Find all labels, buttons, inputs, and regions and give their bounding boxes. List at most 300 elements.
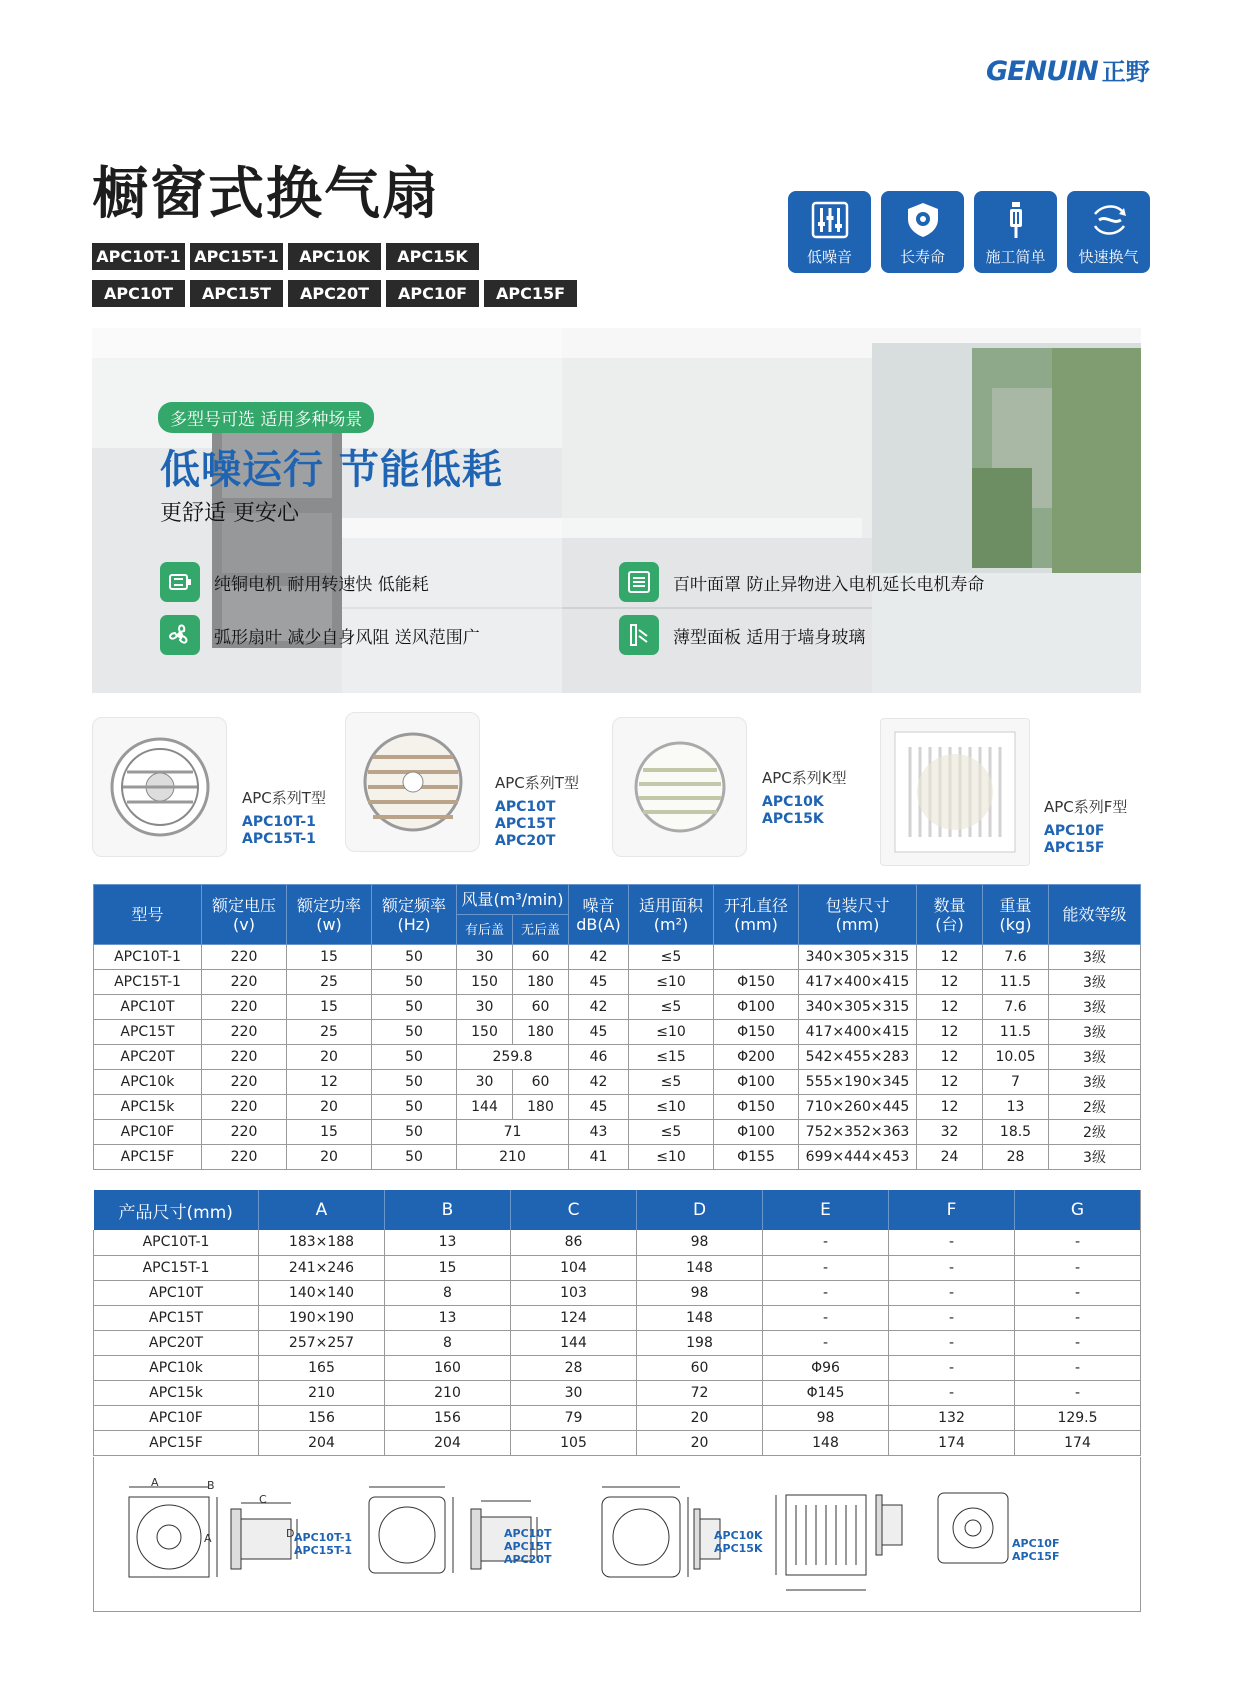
drawing-model: APC15K xyxy=(714,1542,763,1555)
spec-table xyxy=(93,884,1141,1170)
dims-cell: APC15F xyxy=(94,1430,259,1455)
col-voltage xyxy=(202,885,287,945)
spec-row xyxy=(94,970,1141,995)
dims-cell: 20 xyxy=(637,1405,763,1430)
spec-row xyxy=(94,1145,1141,1170)
cell-package: 710×260×445 xyxy=(799,1095,917,1120)
cell-area: ≤10 xyxy=(629,1020,714,1045)
cell-area: ≤5 xyxy=(629,1070,714,1095)
dim-letter: C xyxy=(259,1493,267,1506)
shield-icon xyxy=(903,200,943,240)
cell-energy: 2级 xyxy=(1049,1120,1141,1145)
dims-cell: 144 xyxy=(511,1330,637,1355)
cell-qty: 12 xyxy=(917,970,983,995)
cell-power: 25 xyxy=(287,970,372,995)
dims-row xyxy=(94,1255,1141,1280)
product-card xyxy=(880,718,1128,866)
col-energy: 能效等级 xyxy=(1049,885,1141,945)
cell-qty: 12 xyxy=(917,1070,983,1095)
freq-label: 额定频率 xyxy=(381,895,446,915)
cell-noise: 42 xyxy=(569,1070,629,1095)
area-unit: (m²) xyxy=(653,914,689,934)
feature-label: 长寿命 xyxy=(899,248,945,266)
cell-freq: 50 xyxy=(372,1145,457,1170)
dims-cell: 148 xyxy=(637,1255,763,1280)
dims-col: E xyxy=(763,1190,889,1230)
col-qty xyxy=(917,885,983,945)
dims-row xyxy=(94,1430,1141,1455)
dims-cell: 174 xyxy=(1015,1430,1141,1455)
hero-point-text: 纯铜电机 耐用转速快 低能耗 xyxy=(214,574,429,595)
logo-en: GENUIN xyxy=(986,56,1098,87)
dims-cell: 210 xyxy=(259,1380,385,1405)
cell-weight: 7.6 xyxy=(983,995,1049,1020)
dims-cell: APC15k xyxy=(94,1380,259,1405)
cell-model: APC20T xyxy=(94,1045,202,1070)
cell-noise: 45 xyxy=(569,1095,629,1120)
screwdriver-icon xyxy=(996,200,1036,240)
hero-subheadline: 更舒适 更安心 xyxy=(160,501,299,526)
dims-cell: 104 xyxy=(511,1255,637,1280)
cell-energy: 3级 xyxy=(1049,1020,1141,1045)
cell-hole: Φ100 xyxy=(714,995,799,1020)
product-model: APC15K xyxy=(762,811,824,827)
product-model: APC20T xyxy=(495,833,556,849)
dims-cell: - xyxy=(1015,1230,1141,1255)
cell-voltage: 220 xyxy=(202,1120,287,1145)
cell-power: 20 xyxy=(287,1045,372,1070)
dims-cell: 148 xyxy=(763,1430,889,1455)
hole-unit: (mm) xyxy=(734,914,778,934)
drawing-models xyxy=(1012,1537,1059,1563)
dims-col: C xyxy=(511,1190,637,1230)
product-series: APC系列T型 xyxy=(495,774,579,792)
spec-row xyxy=(94,1045,1141,1070)
dims-cell: - xyxy=(889,1280,1015,1305)
dims-cell: 160 xyxy=(385,1355,511,1380)
qty-label: 数量 xyxy=(933,895,966,915)
weight-label: 重量 xyxy=(999,895,1032,915)
col-hole xyxy=(714,885,799,945)
dims-cell: Φ96 xyxy=(763,1355,889,1380)
cell-freq: 50 xyxy=(372,1045,457,1070)
dims-cell: APC10T-1 xyxy=(94,1230,259,1255)
dims-cell: 165 xyxy=(259,1355,385,1380)
cell-noise: 45 xyxy=(569,970,629,995)
hero-point xyxy=(160,562,429,602)
cell-area: ≤5 xyxy=(629,995,714,1020)
cell-package: 752×352×363 xyxy=(799,1120,917,1145)
product-model: APC15F xyxy=(1044,840,1105,856)
cell-power: 15 xyxy=(287,995,372,1020)
dims-cell: 20 xyxy=(637,1430,763,1455)
dims-cell: 210 xyxy=(385,1380,511,1405)
cell-noise: 41 xyxy=(569,1145,629,1170)
cell-package: 340×305×315 xyxy=(799,945,917,970)
model-tags xyxy=(92,243,592,307)
cell-weight: 7.6 xyxy=(983,945,1049,970)
dims-cell: 241×246 xyxy=(259,1255,385,1280)
drawing-model: APC10T xyxy=(504,1527,552,1540)
cell-weight: 7 xyxy=(983,1070,1049,1095)
dims-cell: APC20T xyxy=(94,1330,259,1355)
dims-cell: - xyxy=(889,1305,1015,1330)
drawing-f-front xyxy=(766,1465,1036,1605)
cell-area: ≤10 xyxy=(629,1095,714,1120)
hero-banner xyxy=(92,328,1141,693)
cell-energy: 3级 xyxy=(1049,945,1141,970)
cell-power: 15 xyxy=(287,1120,372,1145)
cell-package: 417×400×415 xyxy=(799,1020,917,1045)
cell-package: 699×444×453 xyxy=(799,1145,917,1170)
dims-cell: APC15T-1 xyxy=(94,1255,259,1280)
cell-qty: 12 xyxy=(917,1045,983,1070)
hero-point-text: 弧形扇叶 减少自身风阻 送风范围广 xyxy=(214,627,480,648)
cell-airflow: 30 xyxy=(457,1070,513,1095)
hero-point-text: 薄型面板 适用于墙身玻璃 xyxy=(673,627,866,648)
feature-label: 低噪音 xyxy=(806,248,852,266)
cell-airflow: 150 xyxy=(457,1020,513,1045)
dim-letter: A xyxy=(204,1532,212,1545)
cell-qty: 32 xyxy=(917,1120,983,1145)
cell-voltage: 220 xyxy=(202,970,287,995)
col-freq xyxy=(372,885,457,945)
product-lineup xyxy=(92,712,1141,872)
dims-cell: 98 xyxy=(763,1405,889,1430)
cell-package: 555×190×345 xyxy=(799,1070,917,1095)
cell-voltage: 220 xyxy=(202,1070,287,1095)
cell-noise: 42 xyxy=(569,945,629,970)
model-tag: APC15T-1 xyxy=(190,243,283,270)
slim-panel-icon xyxy=(619,615,659,655)
dim-letter: A xyxy=(151,1476,159,1489)
dims-cell: 198 xyxy=(637,1330,763,1355)
spec-row xyxy=(94,1070,1141,1095)
cell-area: ≤10 xyxy=(629,1145,714,1170)
dims-cell: 156 xyxy=(259,1405,385,1430)
spec-row xyxy=(94,1020,1141,1045)
cell-airflow: 30 xyxy=(457,945,513,970)
dims-cell: Φ145 xyxy=(763,1380,889,1405)
cell-airflow: 180 xyxy=(513,1020,569,1045)
dims-cell: 60 xyxy=(637,1355,763,1380)
drawing-models xyxy=(714,1529,762,1555)
model-tag: APC10F xyxy=(386,280,479,307)
product-series: APC系列K型 xyxy=(762,769,847,787)
dims-col: G xyxy=(1015,1190,1141,1230)
cell-power: 25 xyxy=(287,1020,372,1045)
cell-energy: 2级 xyxy=(1049,1095,1141,1120)
dimension-table xyxy=(93,1190,1141,1456)
cell-power: 15 xyxy=(287,945,372,970)
hero-headline: 低噪运行 节能低耗 xyxy=(160,447,503,493)
cell-airflow: 60 xyxy=(513,995,569,1020)
cell-voltage: 220 xyxy=(202,995,287,1020)
technical-drawings xyxy=(93,1457,1141,1612)
spec-row xyxy=(94,1120,1141,1145)
dims-row xyxy=(94,1305,1141,1330)
dims-cell: 8 xyxy=(385,1280,511,1305)
dims-cell: APC10F xyxy=(94,1405,259,1430)
dims-cell: APC10T xyxy=(94,1280,259,1305)
cell-hole: Φ155 xyxy=(714,1145,799,1170)
feature-fast-airflow xyxy=(1067,191,1150,273)
dims-cell: 190×190 xyxy=(259,1305,385,1330)
cell-weight: 11.5 xyxy=(983,970,1049,995)
qty-unit: (台) xyxy=(935,914,964,934)
noise-unit: dB(A) xyxy=(576,914,621,934)
hero-point xyxy=(160,615,480,655)
dims-cell: - xyxy=(889,1230,1015,1255)
cell-voltage: 220 xyxy=(202,1020,287,1045)
col-airflow: 风量(m³/min) xyxy=(457,885,569,915)
col-airflow-with xyxy=(457,915,513,945)
product-card xyxy=(612,717,847,857)
product-model: APC15T xyxy=(495,816,556,832)
cell-airflow: 180 xyxy=(513,970,569,995)
cell-energy: 3级 xyxy=(1049,1045,1141,1070)
dims-cell: 140×140 xyxy=(259,1280,385,1305)
cell-power: 20 xyxy=(287,1095,372,1120)
dims-col: A xyxy=(259,1190,385,1230)
spec-row xyxy=(94,1095,1141,1120)
cell-hole: Φ150 xyxy=(714,970,799,995)
drawing-models xyxy=(294,1531,352,1557)
dims-row xyxy=(94,1230,1141,1255)
col-package xyxy=(799,885,917,945)
dims-cell: 86 xyxy=(511,1230,637,1255)
cell-airflow: 144 xyxy=(457,1095,513,1120)
feature-label: 施工简单 xyxy=(985,248,1046,266)
dims-cell: - xyxy=(763,1230,889,1255)
voltage-label: 额定电压 xyxy=(211,895,276,915)
cell-airflow: 60 xyxy=(513,1070,569,1095)
cell-noise: 42 xyxy=(569,995,629,1020)
package-label: 包装尺寸 xyxy=(825,895,890,915)
dims-cell: APC15T xyxy=(94,1305,259,1330)
voltage-unit: (v) xyxy=(233,914,255,934)
dims-col: D xyxy=(637,1190,763,1230)
dims-cell: 103 xyxy=(511,1280,637,1305)
cell-freq: 50 xyxy=(372,945,457,970)
package-unit: (mm) xyxy=(835,914,880,934)
dims-cell: - xyxy=(889,1330,1015,1355)
product-caption xyxy=(495,772,615,850)
cell-hole: Φ100 xyxy=(714,1070,799,1095)
hole-label: 开孔直径 xyxy=(723,895,788,915)
drawing-model: APC10K xyxy=(714,1529,763,1542)
cell-model: APC15F xyxy=(94,1145,202,1170)
dims-cell: 30 xyxy=(511,1380,637,1405)
feature-low-noise xyxy=(788,191,871,273)
col-power xyxy=(287,885,372,945)
col-model: 型号 xyxy=(94,885,202,945)
drawing-model: APC10F xyxy=(1012,1537,1060,1550)
noise-label: 噪音 xyxy=(582,895,615,915)
cell-freq: 50 xyxy=(372,970,457,995)
cell-voltage: 220 xyxy=(202,1045,287,1070)
dims-cell: APC10k xyxy=(94,1355,259,1380)
dims-row xyxy=(94,1380,1141,1405)
hero-point-text: 百叶面罩 防止异物进入电机延长电机寿命 xyxy=(673,574,985,595)
product-series: APC系列F型 xyxy=(1044,798,1128,816)
product-model: APC10T-1 xyxy=(242,814,316,830)
feature-label: 快速换气 xyxy=(1078,248,1139,266)
model-tag: APC10T xyxy=(92,280,185,307)
cell-freq: 50 xyxy=(372,1120,457,1145)
cell-airflow: 30 xyxy=(457,995,513,1020)
cell-weight: 18.5 xyxy=(983,1120,1049,1145)
col-airflow-without xyxy=(513,915,569,945)
cell-freq: 50 xyxy=(372,995,457,1020)
dims-cell: 13 xyxy=(385,1230,511,1255)
model-tag: APC10K xyxy=(288,243,381,270)
drawing-model: APC20T xyxy=(504,1553,552,1566)
dims-row xyxy=(94,1405,1141,1430)
dims-row xyxy=(94,1330,1141,1355)
cell-voltage: 220 xyxy=(202,1145,287,1170)
product-model: APC10K xyxy=(762,794,824,810)
drawing-model: APC15F xyxy=(1012,1550,1060,1563)
drawing-model: APC15T-1 xyxy=(294,1544,353,1557)
dims-cell: 13 xyxy=(385,1305,511,1330)
freq-unit: (Hz) xyxy=(397,914,431,934)
dims-cell: 174 xyxy=(889,1430,1015,1455)
dim-letter: B xyxy=(207,1479,215,1492)
dims-cell: 79 xyxy=(511,1405,637,1430)
cell-qty: 12 xyxy=(917,945,983,970)
dims-cell: - xyxy=(889,1255,1015,1280)
model-tag: APC15T xyxy=(190,280,283,307)
cell-noise: 45 xyxy=(569,1020,629,1045)
cell-model: APC15T xyxy=(94,1020,202,1045)
dims-cell: - xyxy=(763,1255,889,1280)
cell-qty: 24 xyxy=(917,1145,983,1170)
hero-pill: 多型号可选 适用多种场景 xyxy=(158,402,374,433)
fan-product-image xyxy=(92,717,227,857)
product-card xyxy=(345,712,579,852)
cell-freq: 50 xyxy=(372,1020,457,1045)
model-tag: APC15F xyxy=(484,280,577,307)
cell-energy: 3级 xyxy=(1049,1070,1141,1095)
dims-row xyxy=(94,1355,1141,1380)
cell-hole xyxy=(714,945,799,970)
feature-badges xyxy=(788,191,1150,273)
model-tag: APC15K xyxy=(386,243,479,270)
product-caption xyxy=(242,787,362,848)
dims-cell: 72 xyxy=(637,1380,763,1405)
cell-package: 417×400×415 xyxy=(799,970,917,995)
dims-cell: - xyxy=(889,1380,1015,1405)
cell-energy: 3级 xyxy=(1049,995,1141,1020)
feature-long-life xyxy=(881,191,964,273)
cell-model: APC15k xyxy=(94,1095,202,1120)
airflow-with-label: 有后盖 xyxy=(464,923,504,938)
cell-airflow: 259.8 xyxy=(457,1045,569,1070)
dims-cell: 129.5 xyxy=(1015,1405,1141,1430)
spec-row xyxy=(94,945,1141,970)
fan-product-image xyxy=(880,718,1030,866)
cell-airflow: 71 xyxy=(457,1120,569,1145)
dims-cell: 98 xyxy=(637,1230,763,1255)
dims-cell: 28 xyxy=(511,1355,637,1380)
cell-hole: Φ150 xyxy=(714,1095,799,1120)
dims-cell: - xyxy=(1015,1330,1141,1355)
cell-hole: Φ200 xyxy=(714,1045,799,1070)
model-tag: APC10T-1 xyxy=(92,243,185,270)
spec-row xyxy=(94,995,1141,1020)
cell-weight: 10.05 xyxy=(983,1045,1049,1070)
cell-area: ≤5 xyxy=(629,945,714,970)
dims-cell: - xyxy=(1015,1255,1141,1280)
product-model: APC15T-1 xyxy=(242,831,316,847)
cell-weight: 13 xyxy=(983,1095,1049,1120)
fan-product-image xyxy=(345,712,480,852)
airflow-without-label: 无后盖 xyxy=(520,923,560,938)
cell-model: APC10k xyxy=(94,1070,202,1095)
noise-bars-icon xyxy=(810,200,850,240)
dims-col: B xyxy=(385,1190,511,1230)
cell-package: 542×455×283 xyxy=(799,1045,917,1070)
cell-model: APC10T xyxy=(94,995,202,1020)
cell-freq: 50 xyxy=(372,1070,457,1095)
dim-letter: D xyxy=(286,1527,295,1540)
cell-package: 340×305×315 xyxy=(799,995,917,1020)
col-weight xyxy=(983,885,1049,945)
hero-point xyxy=(619,562,984,602)
col-area xyxy=(629,885,714,945)
cell-hole: Φ100 xyxy=(714,1120,799,1145)
cell-area: ≤10 xyxy=(629,970,714,995)
dims-cell: 148 xyxy=(637,1305,763,1330)
dims-col: 产品尺寸(mm) xyxy=(94,1190,259,1230)
airflow-icon xyxy=(1089,200,1129,240)
cell-area: ≤15 xyxy=(629,1045,714,1070)
dims-cell: - xyxy=(1015,1380,1141,1405)
drawing-model: APC15T xyxy=(504,1540,552,1553)
fan-blade-icon xyxy=(160,615,200,655)
dims-row xyxy=(94,1280,1141,1305)
dims-cell: 204 xyxy=(259,1430,385,1455)
cell-voltage: 220 xyxy=(202,1095,287,1120)
dims-cell: 204 xyxy=(385,1430,511,1455)
cell-model: APC10F xyxy=(94,1120,202,1145)
cell-airflow: 60 xyxy=(513,945,569,970)
power-unit: (w) xyxy=(316,914,342,934)
dims-cell: 8 xyxy=(385,1330,511,1355)
cell-qty: 12 xyxy=(917,995,983,1020)
cell-power: 20 xyxy=(287,1145,372,1170)
product-model: APC10F xyxy=(1044,823,1105,839)
product-card xyxy=(92,717,326,857)
dims-cell: 132 xyxy=(889,1405,1015,1430)
cell-noise: 43 xyxy=(569,1120,629,1145)
dims-cell: 98 xyxy=(637,1280,763,1305)
area-label: 适用面积 xyxy=(638,895,703,915)
dims-cell: 257×257 xyxy=(259,1330,385,1355)
feature-easy-install xyxy=(974,191,1057,273)
power-label: 额定功率 xyxy=(296,895,361,915)
drawing-models xyxy=(504,1527,551,1566)
hero-point xyxy=(619,615,865,655)
product-model: APC10T xyxy=(495,799,556,815)
dims-cell: 183×188 xyxy=(259,1230,385,1255)
cell-freq: 50 xyxy=(372,1095,457,1120)
dims-cell: - xyxy=(1015,1305,1141,1330)
cell-airflow: 180 xyxy=(513,1095,569,1120)
cell-weight: 11.5 xyxy=(983,1020,1049,1045)
col-noise xyxy=(569,885,629,945)
